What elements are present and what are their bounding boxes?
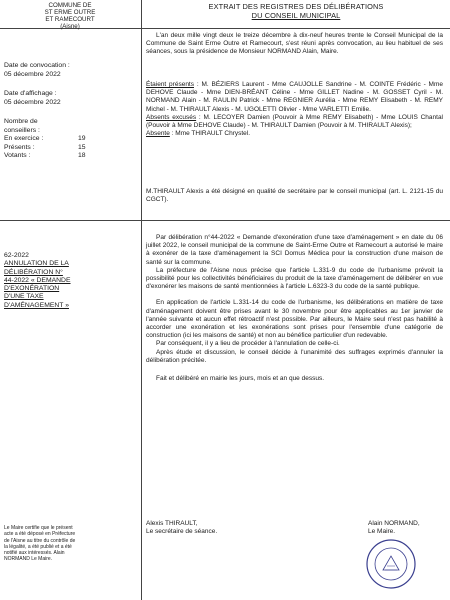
commune-line: COMMUNE DE [48, 2, 92, 9]
subject-line: D'AMÉNAGEMENT » [4, 301, 69, 309]
section-divider [0, 220, 450, 221]
mayor-signature [368, 520, 420, 536]
secretary-paragraph: M.THIRAULT Alexis a été désigné en qualité de secrétaire par le conseil municipal (art. L. 2121-15 du CGCT). [146, 188, 443, 204]
affichage-label: Date d'affichage : [4, 90, 57, 97]
secretary-name: Alexis THIRAULT, [146, 520, 198, 527]
column-divider [141, 0, 142, 600]
count-value: 15 [78, 143, 86, 151]
commune-line: (Aisne) [60, 23, 80, 30]
secretary-signature [146, 520, 217, 536]
deliberation-paragraph: Après étude et discussion, le conseil décide à l'unanimité des suffrages exprimés d'annuler la délibération précitée. [146, 348, 443, 364]
convocation-date: 05 décembre 2022 [4, 70, 61, 78]
deliberation-subject [4, 252, 136, 310]
subject-line: 44-2022 « DEMANDE [4, 276, 71, 284]
count-label: En exercice : [4, 135, 44, 143]
subject-line: D'EXONÉRATION [4, 285, 60, 293]
count-value: 18 [78, 152, 86, 160]
excuses-label: Absents excusés [146, 113, 197, 121]
subject-line: ANNULATION DE LA [4, 260, 69, 268]
commune-header [4, 2, 136, 30]
absente-paragraph [146, 130, 443, 138]
affichage-date: 05 décembre 2022 [4, 98, 61, 106]
secretary-note [146, 188, 443, 204]
count-label: Votants : [4, 152, 31, 160]
session-intro [146, 32, 443, 57]
commune-line: ET RAMECOURT [45, 16, 95, 23]
presents-list: : M. BÉZIERS Laurent - Mme CAUJOLLE Sandrine - M. COINTE Frédéric - Mme DEHOVE Claude - Mme DIEN-BRÉANT Céline - Mme GILLET Nadine - M. GOSSET Cyril - M. NORMAND Alain - M. RAULIN Patrick - Mme REGNIER Aurélia - Mme REMY Elisabeth - M. REMY Michel - M. THIRAULT Alexis - M. UGOLETTI Olivier - Mme VARLETTI Emilie. [146, 81, 443, 113]
presents-paragraph [146, 81, 443, 114]
count-row [4, 152, 136, 161]
deliberation-number: 62-2022 [4, 252, 29, 259]
count-label: Présents : [4, 143, 35, 151]
mayor-role: Le Maire. [368, 528, 396, 535]
convocation-label: Date de convocation : [4, 62, 70, 69]
title-line: DU CONSEIL MUNICIPAL [251, 11, 341, 20]
absente-label: Absente [146, 130, 170, 138]
deliberation-body [146, 234, 443, 383]
count-row [4, 144, 136, 153]
councillors-title: Nombre de conseillers : [4, 118, 40, 134]
attendance [146, 81, 443, 138]
certification-note: Le Maire certifie que le présent acte a été déposé en Préfecture de l'Aisne au titre du contrôle de la légalité, a été publié et a été notifié aux intéressés. Alain NORMAND Le Maire. [4, 525, 76, 563]
councillors-count [4, 118, 136, 161]
intro-paragraph: L'an deux mille vingt deux le treize décembre à dix-neuf heures trente le Conseil Municipal de la Commune de Saint Erme Outre et Ramecourt, s'est réuni après convocation, au lieu habituel de ses séances, sous la présidence de Monsieur NORMAND Alain, Maire. [146, 32, 443, 56]
subject-line: D'UNE TAXE [4, 293, 44, 301]
title-line: EXTRAIT DES REGISTRES DES DÉLIBÉRATIONS [208, 2, 384, 11]
deliberation-paragraph: En application de l'article L.331-14 du code de l'urbanisme, les délibérations en matière de taxe d'aménagement doivent être prises avant le 30 novembre pour être applicables au 1er janvier de l'année suivante et aucun effet rétroactif n'est possible. Par ailleurs, le Maire seul n'est pas habilité à accorder une exonération et les exonérations sont prises pour l'ensemble d'une catégorie de construction (ici les maisons de santé) et non au bénéfice particulier d'un redevable. [146, 299, 443, 340]
excuses-list: : M. LECOYER Damien (Pouvoir à Mme REMY Elisabeth) - Mme LOUIS Chantal (Pouvoir à Mme DEHOVE Claude) - M. THIRAULT Damien (Pouvoir à M. THIRAULT Alexis); [146, 113, 443, 130]
deliberation-paragraph: La préfecture de l'Aisne nous précise que l'article L.331-9 du code de l'urbanisme prévoit la possibilité pour les collectivités bénéficiaires du produit de la taxe d'aménagement de délibérer en vue d'exonérer les maisons de santé mentionnées à l'article L.6323-3 du code de la santé publique. [146, 266, 443, 291]
commune-line: ST ERME OUTRE [44, 9, 96, 16]
excuses-paragraph [146, 114, 443, 130]
subject-line: DÉLIBÉRATION N° [4, 268, 63, 276]
closing-paragraph: Fait et délibéré en mairie les jours, mois et an que dessus. [156, 375, 325, 383]
document-title [146, 2, 446, 20]
absente-list: : Mme THIRAULT Chrystel. [169, 130, 251, 138]
count-value: 19 [78, 135, 86, 143]
convocation-block [4, 62, 136, 79]
presents-label: Étaient présents [146, 81, 194, 88]
affichage-block [4, 90, 136, 107]
deliberation-paragraph: Par conséquent, il y a lieu de procéder à l'annulation de celle-ci. [156, 340, 340, 348]
count-row [4, 135, 136, 144]
secretary-role: Le secrétaire de séance. [146, 528, 218, 535]
mayor-name: Alain NORMAND, [368, 520, 420, 527]
deliberation-paragraph: Par délibération n°44-2022 « Demande d'exonération d'une taxe d'aménagement » en date du 06 juillet 2022, le conseil municipal de la commune de Saint-Erme Outre et Ramecourt a autorisé le maire à exonérer de la taxe d'aménagement la SCI Domus Médica pour la construction d'une maison de santé sur la commune. [146, 234, 443, 266]
town-hall-stamp [365, 538, 417, 590]
